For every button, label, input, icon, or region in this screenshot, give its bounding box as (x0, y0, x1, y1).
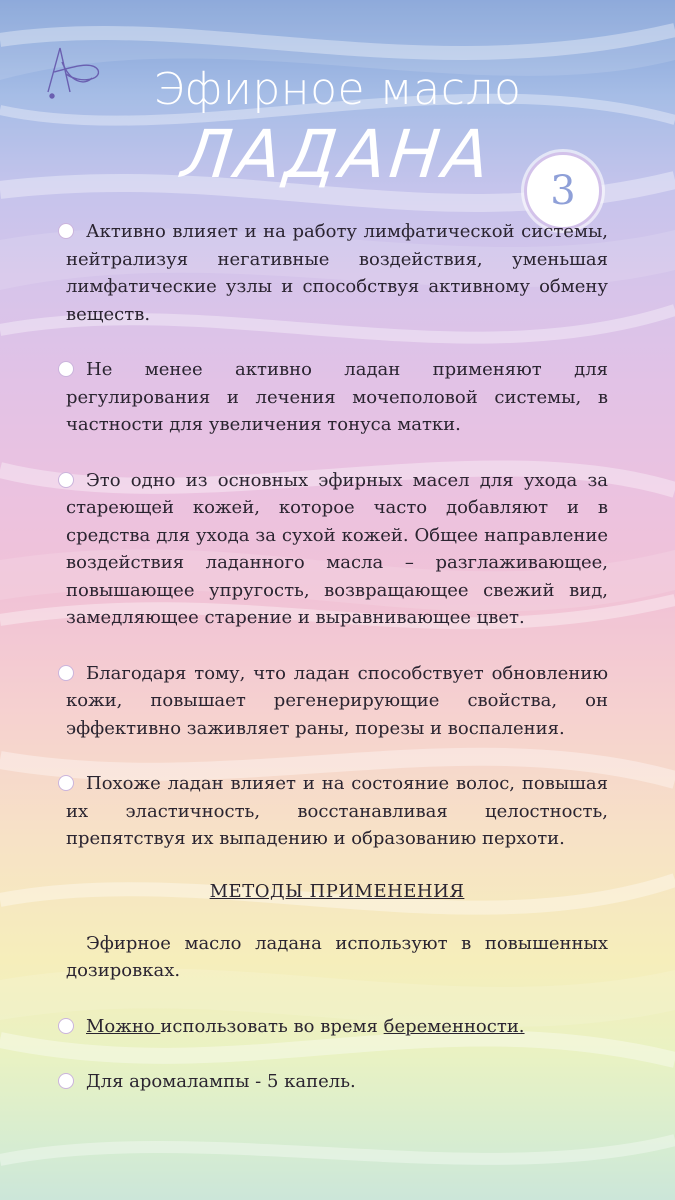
bullet-circle-icon (58, 775, 74, 791)
bullet-circle-icon (58, 223, 74, 239)
bullet-circle-icon (58, 1073, 74, 1089)
list-item: Активно влияет и на работу лимфатической системы, нейтрализуя негативные воздействия, уменьшая лимфатические узлы и способствуя активному обмену веществ. (66, 218, 608, 328)
list-item: Можно использовать во время беременности. (66, 1013, 608, 1041)
bullet-circle-icon (58, 1018, 74, 1034)
list-item: Это одно из основных эфирных масел для ухода за стареющей кожей, которое часто добавляют и в средства для ухода за сухой кожей. Общее направление воздействия ладанного масла – разглаживающее, повышающее упругость, возвращающее свежий вид, замедляющее старение и выравнивающее цвет. (66, 467, 608, 632)
title-line-1: Эфирное масло (153, 64, 522, 115)
bullet-circle-icon (58, 361, 74, 377)
bullet-circle-icon (58, 472, 74, 488)
methods-intro: Эфирное масло ладана используют в повышенных дозировках. (66, 932, 608, 981)
list-item: Не менее активно ладан применяют для регулирования и лечения мочеполовой системы, в частности для увеличения тонуса матки. (66, 356, 608, 439)
page-number-badge: 3 (524, 152, 602, 230)
title-line-2: ЛАДАНА (178, 116, 497, 193)
list-item: Похоже ладан влияет и на состояние волос, повышая их эластичность, восстанавливая целостность, препятствуя их выпадению и образованию перхоти. (66, 770, 608, 853)
content-body (66, 218, 608, 1096)
bullet-circle-icon (58, 665, 74, 681)
list-item: Для аромалампы - 5 капель. (66, 1068, 608, 1096)
list-item: Благодаря тому, что ладан способствует обновлению кожи, повышает регенерирующие свойства, он эффективно заживляет раны, порезы и воспаления. (66, 660, 608, 743)
methods-heading: МЕТОДЫ ПРИМЕНЕНИЯ (209, 880, 465, 902)
